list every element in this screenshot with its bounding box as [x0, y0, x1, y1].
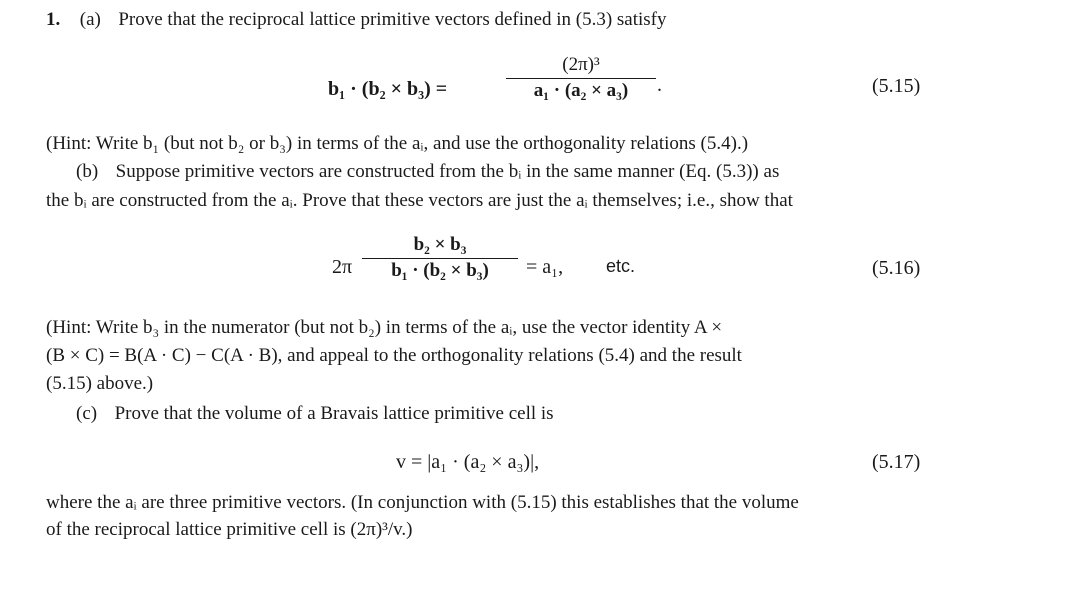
- part-b-label: (b): [76, 161, 99, 182]
- eq-515-fraction-bar: [506, 78, 656, 79]
- part-c-text: Prove that the volume of a Bravais lattice primitive cell is: [114, 403, 554, 424]
- part-a-text: Prove that the reciprocal lattice primitive vectors defined in (5.3) satisfy: [118, 9, 667, 30]
- eq-516-numerator: b₂ × b₃: [413, 234, 467, 255]
- eq-516-prefix: 2π: [332, 256, 353, 278]
- eq-515-number: (5.15): [872, 75, 921, 97]
- hint-a: (Hint: Write b₁ (but not b₂ or b₃) in terms of the aᵢ, and use the orthogonality relations (5.4).): [46, 133, 749, 154]
- eq-516-fraction-bar: [362, 258, 518, 259]
- eq-515-numerator: (2π)³: [562, 54, 600, 75]
- part-c-label: (c): [76, 403, 98, 424]
- part-c-line: [76, 402, 554, 426]
- part-b-text: Suppose primitive vectors are constructed from the bᵢ in the same manner (Eq. (5.3)) as: [115, 161, 780, 182]
- part-b-line-1: [76, 160, 779, 184]
- eq-516-number: (5.16): [872, 257, 921, 279]
- eq-517-number: (5.17): [872, 451, 921, 473]
- eq-517-expr: v = |a₁ · (a₂ × a₃)|,: [396, 451, 540, 473]
- hint-b-line-3: (5.15) above.): [46, 373, 154, 394]
- eq-516-rhs: = a₁,: [526, 256, 564, 278]
- problem-number-line: [46, 8, 667, 32]
- part-a-label: (a): [79, 9, 101, 30]
- eq-516-fraction: [362, 234, 518, 282]
- eq-515-lhs: b₁ · (b₂ × b₃) =: [328, 78, 448, 100]
- part-b-line-2: the bᵢ are constructed from the aᵢ. Prove that these vectors are just the aᵢ themselves; i.e., show that: [46, 190, 793, 211]
- eq-515-denominator: a₁ · (a₂ × a₃): [533, 80, 629, 101]
- problem-number: 1.: [46, 9, 61, 30]
- closing-line-1: where the aᵢ are three primitive vectors. (In conjunction with (5.15) this establishes that the volume: [46, 492, 799, 513]
- closing-line-2: of the reciprocal lattice primitive cell is (2π)³/v.): [46, 519, 413, 540]
- eq-515-fraction: [506, 54, 656, 102]
- eq-516-etc: etc.: [606, 256, 636, 276]
- eq-516-denominator: b₁ · (b₂ × b₃): [391, 260, 489, 281]
- hint-b-line-2: (B × C) = B(A · C) − C(A · B), and appeal to the orthogonality relations (5.4) and the result: [46, 345, 742, 366]
- hint-b-line-1: (Hint: Write b₃ in the numerator (but not b₂) in terms of the aᵢ, use the vector identity A ×: [46, 317, 723, 338]
- eq-515-period: .: [657, 74, 662, 96]
